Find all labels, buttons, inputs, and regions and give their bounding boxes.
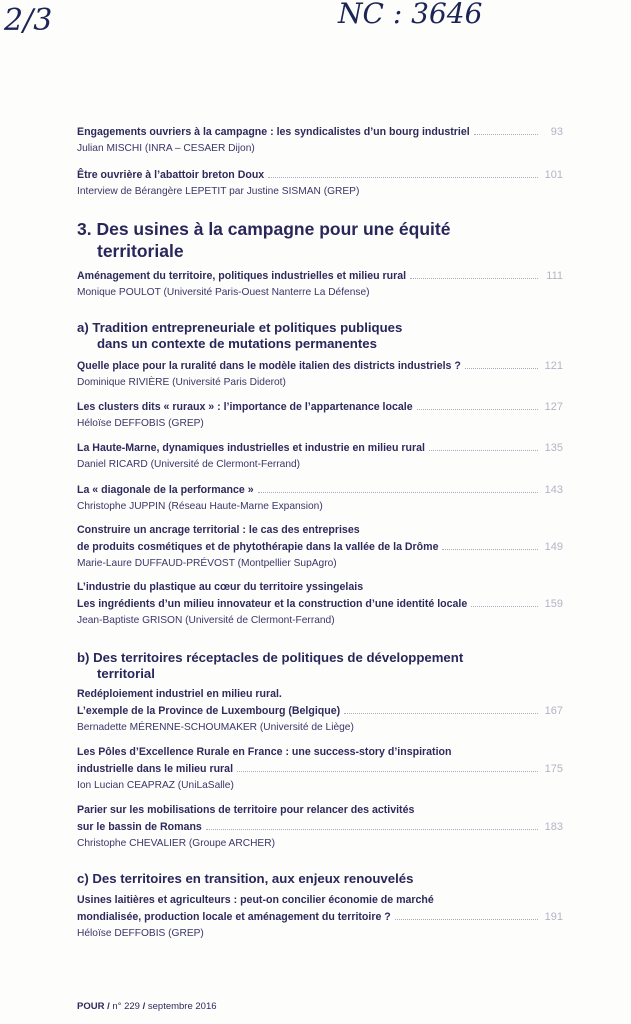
toc-entry: [77, 124, 563, 156]
toc-entry: [77, 440, 563, 472]
subsection-heading-a: a) Tradition entrepreneuriale et politiques publiques dans un contexte de mutations permanentes: [77, 320, 403, 351]
toc-entry: [77, 167, 563, 199]
page-number: 135: [544, 442, 563, 454]
toc-entry: [77, 744, 563, 793]
entry-title: Engagements ouvriers à la campagne : les syndicalistes d’un bourg industriel: [77, 126, 470, 138]
entry-author: Jean-Baptiste GRISON (Université de Clermont-Ferrand): [77, 615, 335, 626]
toc-entry: [77, 358, 563, 390]
toc-entry: [77, 802, 563, 851]
entry-title: de produits cosmétiques et de phytothérapie dans la vallée de la Drôme: [77, 541, 439, 553]
toc-entry: [77, 522, 563, 571]
footer-issue: n° 229: [112, 1001, 140, 1012]
entry-title: La « diagonale de la performance »: [77, 484, 254, 496]
entry-author: Julian MISCHI (INRA – CESAER Dijon): [77, 143, 255, 154]
entry-author: Monique POULOT (Université Paris-Ouest Nanterre La Défense): [77, 287, 370, 298]
entry-title: Les clusters dits « ruraux » : l’importance de l’appartenance locale: [77, 401, 413, 413]
entry-title: Les ingrédients d’un milieu innovateur et la construction d’une identité locale: [77, 598, 468, 610]
entry-title-line1: Usines laitières et agriculteurs : peut-on concilier économie de marché: [77, 894, 434, 906]
subsection-heading-c: c) Des territoires en transition, aux enjeux renouvelés: [77, 871, 414, 886]
entry-author: Héloïse DEFFOBIS (GREP): [77, 418, 204, 429]
page-number: 101: [544, 169, 563, 181]
toc-entry: [77, 399, 563, 431]
entry-title-line1: L’industrie du plastique au cœur du territoire yssingelais: [77, 581, 364, 593]
entry-author: Daniel RICARD (Université de Clermont-Ferrand): [77, 459, 301, 470]
toc-entry: [77, 482, 563, 514]
page-number: 143: [544, 484, 563, 496]
entry-author: Christophe CHEVALIER (Groupe ARCHER): [77, 838, 275, 849]
page-number: 183: [544, 821, 563, 833]
entry-author: Ion Lucian CEAPRAZ (UniLaSalle): [77, 780, 234, 791]
entry-title: Être ouvrière à l’abattoir breton Doux: [77, 169, 265, 181]
subsection-heading-b: b) Des territoires réceptacles de politiques de développement territorial: [77, 650, 464, 681]
entry-author: Héloïse DEFFOBIS (GREP): [77, 928, 204, 939]
entry-title: sur le bassin de Romans: [77, 821, 202, 833]
page-number: 111: [546, 270, 563, 282]
page-number: 121: [544, 360, 563, 372]
page-number: 191: [544, 911, 563, 923]
footer: [77, 1001, 217, 1012]
toc-entry: [77, 579, 563, 628]
entry-title: Aménagement du territoire, politiques industrielles et milieu rural: [77, 270, 407, 282]
footer-separator: /: [142, 1001, 146, 1012]
entry-title: mondialisée, production locale et aménagement du territoire ?: [77, 911, 391, 923]
entry-author: Dominique RIVIÈRE (Université Paris Diderot): [77, 377, 286, 388]
entry-title: industrielle dans le milieu rural: [77, 763, 234, 775]
page-number: 127: [544, 401, 563, 413]
entry-author: Marie-Laure DUFFAUD-PRÉVOST (Montpellier SupAgro): [77, 558, 337, 569]
handwritten-reference-note: NC : 3646: [338, 0, 483, 30]
entry-title-line1: Parier sur les mobilisations de territoire pour relancer des activités: [77, 804, 415, 816]
entry-title-line1: Construire un ancrage territorial : le cas des entreprises: [77, 524, 360, 536]
toc-entry: [77, 892, 563, 941]
page-number: 93: [550, 126, 563, 138]
handwritten-page-note: 2/3: [4, 3, 53, 38]
page-number: 159: [544, 598, 563, 610]
toc-entry: [77, 268, 563, 300]
entry-author: Christophe JUPPIN (Réseau Haute-Marne Expansion): [77, 501, 323, 512]
entry-title-line1: Les Pôles d’Excellence Rurale en France : une success-story d’inspiration: [77, 746, 452, 758]
section-heading: 3. Des usines à la campagne pour une équité territoriale: [77, 219, 451, 261]
entry-author: Bernadette MÉRENNE-SCHOUMAKER (Université de Liège): [77, 722, 354, 733]
footer-brand: POUR: [77, 1001, 105, 1012]
page-number: 175: [544, 763, 563, 775]
entry-title: Quelle place pour la ruralité dans le modèle italien des districts industriels ?: [77, 360, 461, 372]
entry-title-line1: Redéploiement industriel en milieu rural.: [77, 688, 282, 700]
page-number: 149: [544, 541, 563, 553]
page-number: 167: [544, 705, 563, 717]
footer-separator: /: [107, 1001, 110, 1012]
entry-title: L’exemple de la Province de Luxembourg (Belgique): [77, 705, 341, 717]
toc-entry: [77, 686, 563, 735]
entry-author: Interview de Bérangère LEPETIT par Justine SISMAN (GREP): [77, 186, 360, 197]
entry-title: La Haute-Marne, dynamiques industrielles et industrie en milieu rural: [77, 442, 425, 454]
footer-date: septembre 2016: [147, 1001, 217, 1012]
